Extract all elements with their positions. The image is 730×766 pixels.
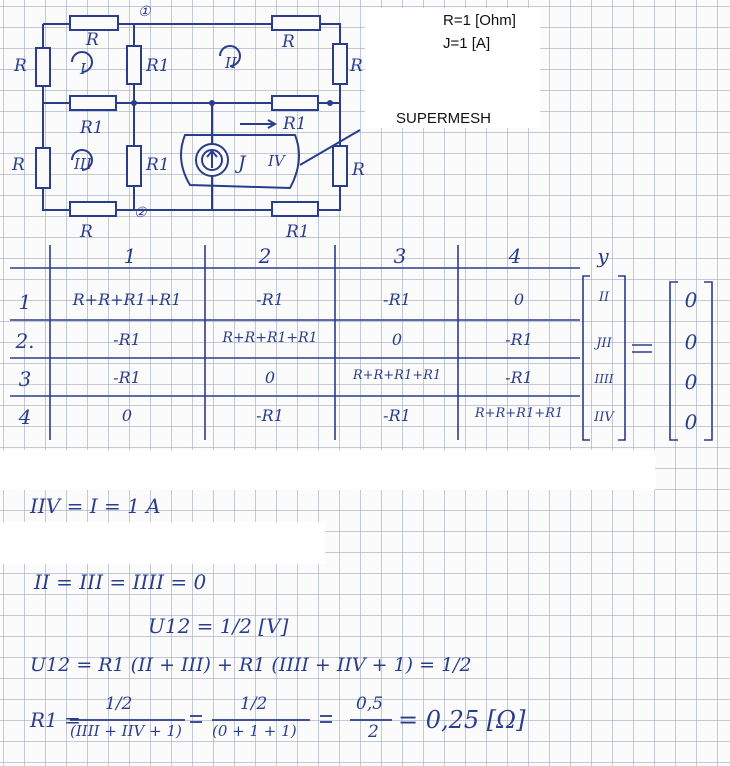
resistor-label-left-lower: R xyxy=(12,155,25,175)
unknown-2: JII xyxy=(596,336,612,351)
mesh-label-4: IV xyxy=(268,152,285,170)
resistor-label-left-upper: R xyxy=(14,56,27,76)
fraction-1-denominator: (IIII + IIV + 1) xyxy=(70,722,182,740)
rhs-2: 0 xyxy=(684,330,698,354)
resistor-label-right-lower: R xyxy=(352,160,365,180)
matrix-cell-2-4: -R1 xyxy=(505,330,533,349)
rhs-3: 0 xyxy=(684,370,698,394)
resistor-label-top-right: R xyxy=(282,32,295,52)
resistor-label-bottom-left: R xyxy=(80,222,93,242)
resistor-label-mid-upper: R1 xyxy=(146,56,170,76)
mesh-label-3: III xyxy=(74,155,92,173)
matrix-cell-2-2: R+R+R1+R1 xyxy=(222,330,318,346)
param-j: J=1 [A] xyxy=(443,35,491,52)
matrix-cell-4-2: -R1 xyxy=(256,406,284,425)
unknown-3: IIII xyxy=(594,372,614,386)
resistor-label-right-upper: R xyxy=(350,56,363,76)
resistor-label-mid-lower: R1 xyxy=(146,155,170,175)
supermesh-label: SUPERMESH xyxy=(396,110,492,127)
matrix-cell-2-1: -R1 xyxy=(113,330,141,349)
fraction-3-numerator: 0,5 xyxy=(356,694,384,714)
matrix-col-header-1: 1 xyxy=(123,244,137,268)
matrix-row-header-2: 2. xyxy=(15,329,35,353)
resistor-label-top-left: R xyxy=(86,30,99,50)
resistor-label-mid-right: R1 xyxy=(283,114,307,134)
fraction-2-numerator: 1/2 xyxy=(240,694,268,714)
fraction-1-numerator: 1/2 xyxy=(105,694,133,714)
matrix-row-header-4: 4 xyxy=(18,405,32,429)
fraction-2-denominator: (0 + 1 + 1) xyxy=(212,722,297,740)
matrix-cell-3-1: -R1 xyxy=(113,368,141,387)
equation-r1-result: = 0,25 [Ω] xyxy=(398,706,526,734)
matrix-cell-1-2: -R1 xyxy=(256,290,284,309)
equation-u12-expression: U12 = R1 (II + III) + R1 (IIII + IIV + 1) = 1/2 xyxy=(30,654,472,676)
matrix-cell-4-3: -R1 xyxy=(383,406,411,425)
resistor-label-mid-left: R1 xyxy=(80,118,104,138)
matrix-cell-3-2: 0 xyxy=(264,368,276,387)
equation-r1-lhs: R1 = xyxy=(30,708,81,732)
param-r: R=1 [Ohm] xyxy=(443,12,516,29)
fraction-3-denominator: 2 xyxy=(368,722,379,742)
unknown-1: II xyxy=(598,290,610,305)
unknown-4: IIV xyxy=(594,410,614,425)
equation-iiv: IIV = I = 1 A xyxy=(30,494,161,518)
matrix-cell-1-3: -R1 xyxy=(383,290,411,309)
resistor-label-bottom-right: R1 xyxy=(286,222,310,242)
equation-u12-value: U12 = 1/2 [V] xyxy=(148,614,289,638)
matrix-cell-4-1: 0 xyxy=(121,406,133,425)
node-label-2: ② xyxy=(134,205,147,221)
matrix-col-header-y: y xyxy=(597,244,609,268)
matrix-row-header-3: 3 xyxy=(18,367,32,391)
matrix-row-header-1: 1 xyxy=(18,290,32,314)
node-label-1: ① xyxy=(138,4,151,20)
matrix-cell-3-3: R+R+R1+R1 xyxy=(352,368,442,383)
matrix-cell-4-4: R+R+R1+R1 xyxy=(474,406,564,421)
matrix-cell-2-3: 0 xyxy=(391,330,403,349)
matrix-cell-1-4: 0 xyxy=(513,290,525,309)
mesh-label-2: II xyxy=(225,54,237,72)
rhs-4: 0 xyxy=(684,410,698,434)
matrix-col-header-3: 3 xyxy=(393,244,407,268)
matrix-cell-1-1: R+R+R1+R1 xyxy=(72,290,182,309)
matrix-col-header-2: 2 xyxy=(258,244,272,268)
rhs-1: 0 xyxy=(684,288,698,312)
current-source-label: J xyxy=(238,152,246,174)
matrix-col-header-4: 4 xyxy=(508,244,522,268)
mesh-label-1: I xyxy=(80,60,86,78)
equation-mesh-currents-zero: II = III = IIII = 0 xyxy=(34,570,207,594)
matrix-cell-3-4: -R1 xyxy=(505,368,533,387)
